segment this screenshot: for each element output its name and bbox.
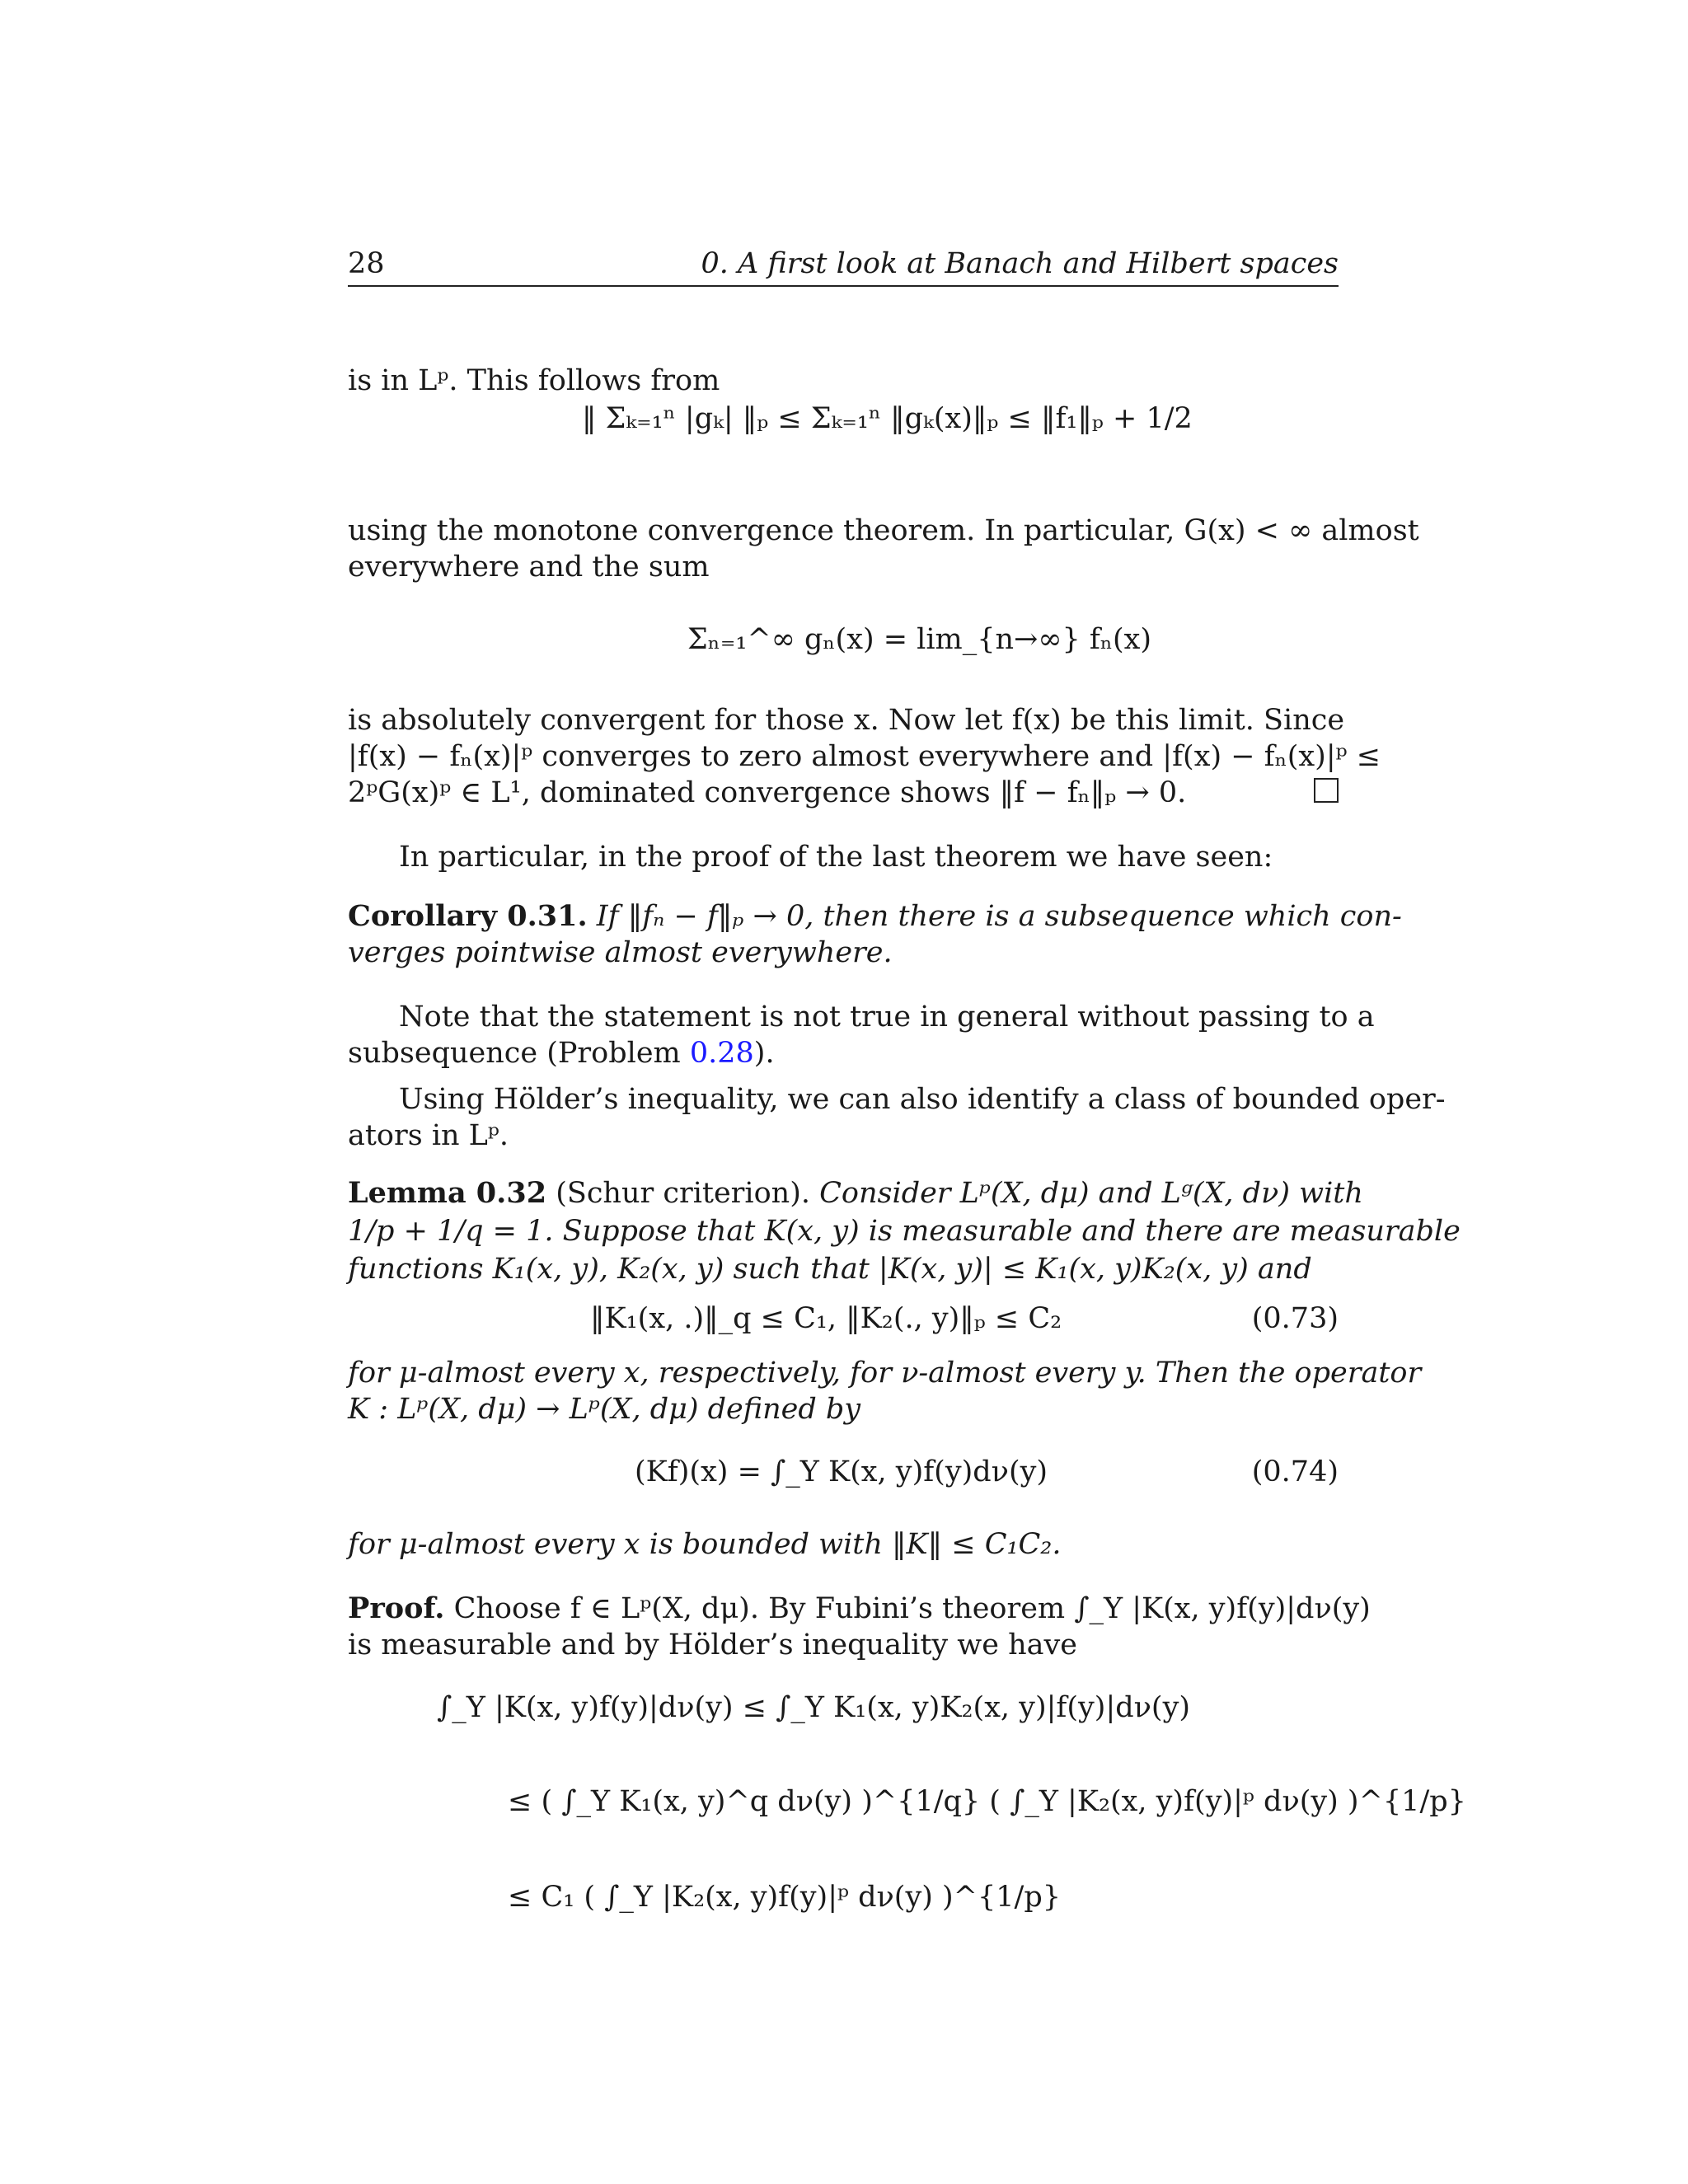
note-text: ). (753, 1037, 775, 1070)
intro-line: is in Lᵖ. This follows from (348, 364, 720, 397)
inequality-3: ≤ C₁ ( ∫_Y |K₂(x, y)f(y)|ᵖ dν(y) )^{1/p} (508, 1881, 1061, 1914)
running-header (348, 246, 1339, 287)
problem-link[interactable]: 0.28 (689, 1037, 754, 1070)
equation-number: (0.74) (1251, 1455, 1339, 1488)
proof-line: 2ᵖG(x)ᵖ ∈ L¹, dominated convergence shows ‖f − fₙ‖ₚ → 0. (348, 776, 1187, 809)
proof-line: |f(x) − fₙ(x)|ᵖ converges to zero almost everywhere and |f(x) − fₙ(x)|ᵖ ≤ (348, 740, 1381, 773)
equation-0-73: ‖K₁(x, .)‖_q ≤ C₁, ‖K₂(., y)‖ₚ ≤ C₂ (590, 1302, 1062, 1335)
proof-text: Choose f ∈ Lᵖ(X, dμ). By Fubini’s theorem ∫_Y |K(x, y)f(y)|dν(y) (453, 1592, 1371, 1625)
equation-0-74: (Kf)(x) = ∫_Y K(x, y)f(y)dν(y) (635, 1455, 1048, 1488)
qed-box (1314, 778, 1339, 803)
note-line (348, 1035, 775, 1071)
equation-number: (0.73) (1251, 1302, 1339, 1335)
lemma-line (348, 1175, 1363, 1212)
paragraph-line: Using Hölder’s inequality, we can also identify a class of bounded oper- (399, 1083, 1446, 1116)
proof-label: Proof. (348, 1591, 445, 1625)
inequality-2: ≤ ( ∫_Y K₁(x, y)^q dν(y) )^{1/q} ( ∫_Y |K₂(x, y)f(y)|ᵖ dν(y) )^{1/p} (508, 1785, 1466, 1818)
running-title: 0. A first look at Banach and Hilbert spaces (701, 247, 1339, 280)
lemma-line: 1/p + 1/q = 1. Suppose that K(x, y) is measurable and there are measurable (348, 1215, 1461, 1248)
equation-norm-sum: ‖ Σₖ₌₁ⁿ |gₖ| ‖ₚ ≤ Σₖ₌₁ⁿ ‖gₖ(x)‖ₚ ≤ ‖f₁‖ₚ + 1/2 (582, 402, 1193, 435)
paragraph-line: In particular, in the proof of the last theorem we have seen: (399, 841, 1273, 874)
paragraph-line: ators in Lᵖ. (348, 1119, 509, 1152)
inequality-1: ∫_Y |K(x, y)f(y)|dν(y) ≤ ∫_Y K₁(x, y)K₂(x, y)|f(y)|dν(y) (437, 1691, 1190, 1724)
lemma-name: (Schur criterion). (556, 1177, 810, 1210)
corollary-line (348, 898, 1402, 935)
note-line: Note that the statement is not true in general without passing to a (399, 1001, 1375, 1033)
page-number: 28 (348, 247, 385, 280)
proof-line: is absolutely convergent for those x. Now let f(x) be this limit. Since (348, 704, 1345, 737)
corollary-line: verges pointwise almost everywhere. (348, 936, 893, 969)
note-text: subsequence (Problem (348, 1037, 690, 1070)
paragraph-line: using the monotone convergence theorem. In particular, G(x) < ∞ almost (348, 514, 1419, 547)
paragraph-line: everywhere and the sum (348, 551, 710, 583)
lemma-line: for μ-almost every x is bounded with ‖K‖ ≤ C₁C₂. (348, 1528, 1062, 1561)
lemma-line: for μ-almost every x, respectively, for ν-almost every y. Then the operator (348, 1357, 1422, 1390)
corollary-label: Corollary 0.31. (348, 899, 588, 933)
lemma-label: Lemma 0.32 (348, 1176, 547, 1210)
lemma-line: functions K₁(x, y), K₂(x, y) such that |K(x, y)| ≤ K₁(x, y)K₂(x, y) and (348, 1253, 1312, 1286)
corollary-text: If ‖fₙ − f‖ₚ → 0, then there is a subsequence which con- (596, 900, 1402, 933)
lemma-text: Consider Lᵖ(X, dμ) and Lᵍ(X, dν) with (819, 1177, 1363, 1210)
equation-series-limit: Σₙ₌₁^∞ gₙ(x) = lim_{n→∞} fₙ(x) (687, 623, 1152, 656)
proof-line (348, 1591, 1371, 1627)
proof-line: is measurable and by Hölder’s inequality we have (348, 1629, 1077, 1661)
lemma-line: K : Lᵖ(X, dμ) → Lᵖ(X, dμ) defined by (348, 1393, 861, 1426)
